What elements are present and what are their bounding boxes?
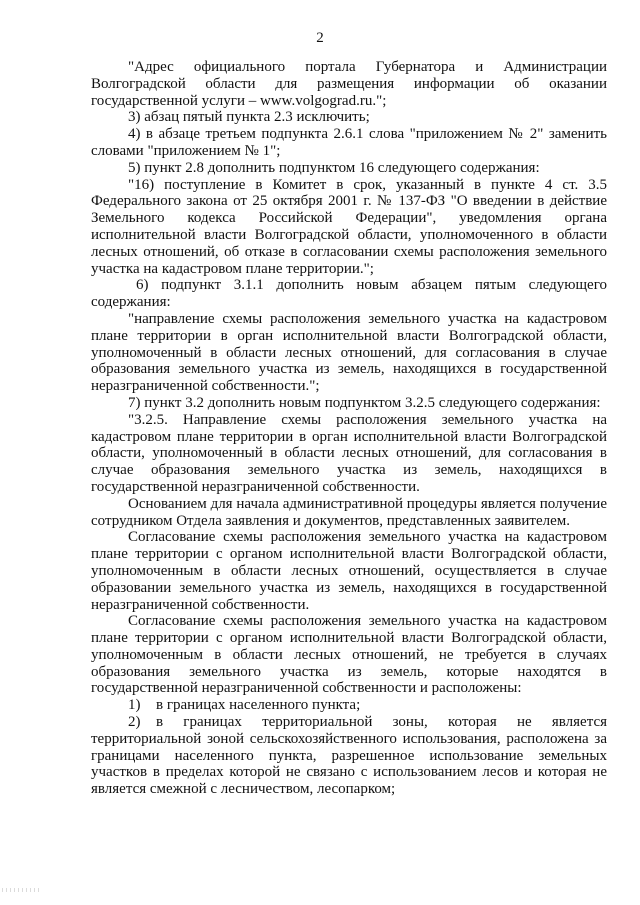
paragraph-subitem-16: "16) поступление в Комитет в срок, указанный в пункте 4 ст. 3.5 Федерального закона от 25 октября 2001 г. № 137-ФЗ "О введении в действие Земельного кодекса Российской Федерации", уведомления органа исполнительной власти Волгоградской области, уполномоченного в области лесных отношений, об отказе в согласовании схемы расположения земельного участка на кадастровом плане территории."; <box>91 176 607 277</box>
document-body <box>91 59 607 798</box>
paragraph-item-4: 4) в абзаце третьем подпункта 2.6.1 слова "приложением № 2" заменить словами "приложением № 1"; <box>91 126 607 159</box>
paragraph-item-6: 6) подпункт 3.1.1 дополнить новым абзацем пятым следующего содержания: <box>91 277 607 311</box>
list-item <box>91 714 607 798</box>
list-item-text: в границах территориальной зоны, которая не является территориальной зоной сельскохозяйственного использования, расположена за границами населенного пункта, разрешенное использование земельных участков в пределах которой не связано с использованием лесов и которая не является смежной с лесничеством, лесопарком; <box>91 714 607 798</box>
list-item-text: в границах населенного пункта; <box>156 697 361 714</box>
paragraph-item-5: 5) пункт 2.8 дополнить подпунктом 16 следующего содержания: <box>128 159 540 176</box>
paragraph-item-3: 3) абзац пятый пункта 2.3 исключить; <box>128 109 370 126</box>
list-item-number: 2) <box>128 714 141 731</box>
paragraph-portal-address: "Адрес официального портала Губернатора и Администрации Волгоградской области для размещения информации об оказании государственной услуги – www.volgograd.ru."; <box>91 59 607 109</box>
paragraph-3-2-5: "3.2.5. Направление схемы расположения земельного участка на кадастровом плане территории в орган исполнительной власти Волгоградской области, уполномоченный в области лесных отношений, для согласования в случае образования земельного участка из земель, находящихся в государственной неразграниченной собственности. <box>91 411 607 495</box>
scan-artifact <box>2 888 42 892</box>
list-item-number: 1) <box>128 697 141 714</box>
paragraph-approval-not-required: Согласование схемы расположения земельного участка на кадастровом плане территории с органом исполнительной власти Волгоградской области, уполномоченным в области лесных отношений, не требуется в случаях образования земельного участка из земель, которые находятся в государственной неразграниченной собственности и расположены: <box>91 613 607 697</box>
paragraph-item-7: 7) пункт 3.2 дополнить новым подпунктом 3.2.5 следующего содержания: <box>128 394 601 411</box>
list-item <box>91 697 607 714</box>
paragraph-new-abzac: "направление схемы расположения земельного участка на кадастровом плане территории в орган исполнительной власти Волгоградской области, уполномоченный в области лесных отношений, для согласования в случае образования земельного участка из земель, находящихся в государственной неразграниченной собственности."; <box>91 310 607 395</box>
paragraph-approval-required: Согласование схемы расположения земельного участка на кадастровом плане территории с органом исполнительной власти Волгоградской области, уполномоченным в области лесных отношений, осуществляется в случае образовании земельного участка из земель, находящихся в государственной неразграниченной собственности. <box>91 529 607 613</box>
paragraph-basis: Основанием для начала административной процедуры является получение сотрудником Отдела заявления и документов, представленных заявителем. <box>91 495 607 529</box>
page-number: 2 <box>316 30 324 46</box>
